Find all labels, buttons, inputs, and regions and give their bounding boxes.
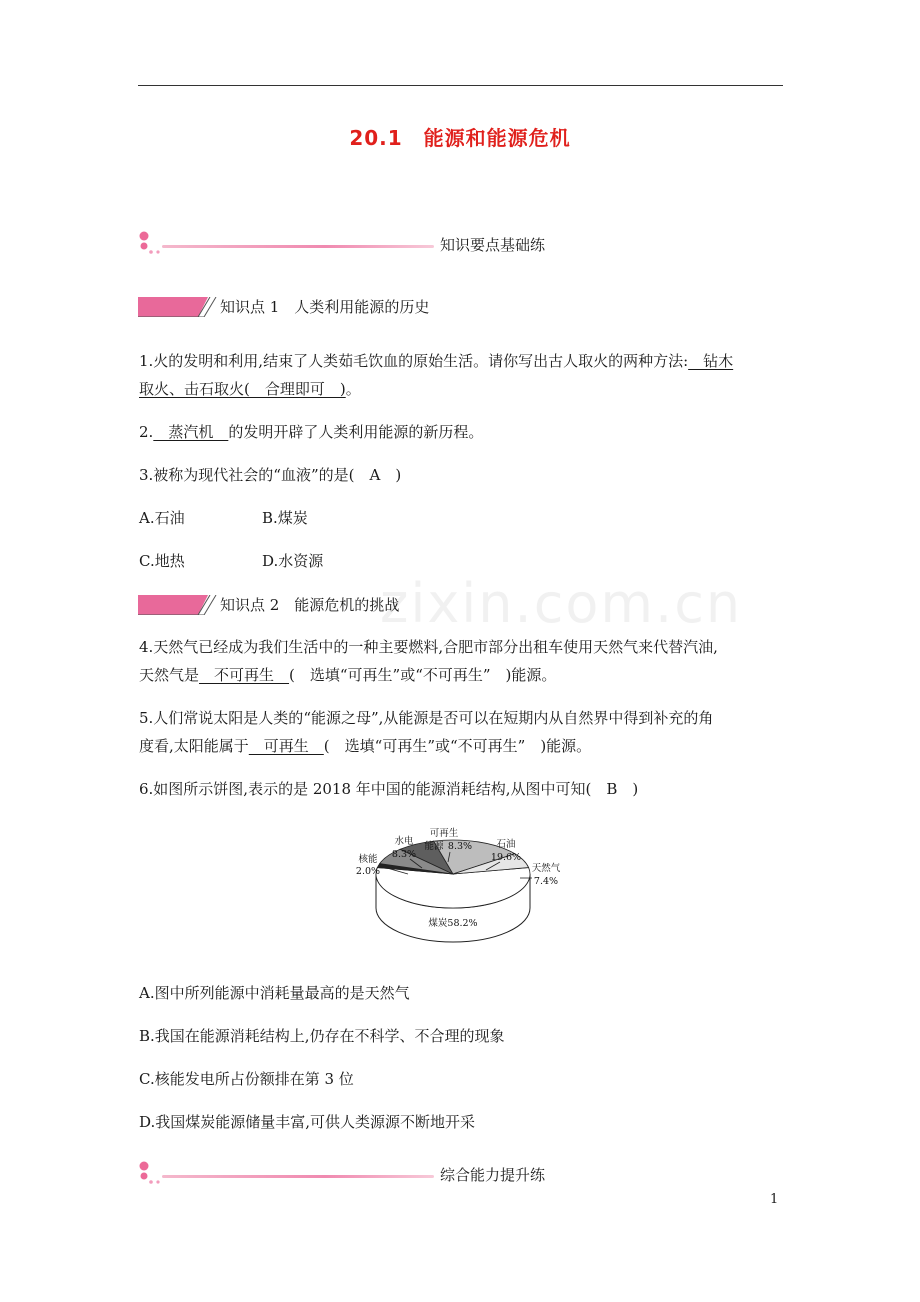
q6-option-a: A.图中所列能源中消耗量最高的是天然气 [139,984,410,1002]
q5-answer: 可再生 [248,737,324,755]
section-label-advanced: 综合能力提升练 [440,1166,546,1184]
q5-suffix: ( 选填“可再生”或“不可再生” )能源。 [323,737,592,755]
q3-option-a: A.石油 [139,509,185,527]
q6-option-b: B.我国在能源消耗结构上,仍存在不科学、不合理的现象 [139,1027,505,1045]
q5-prefix: 度看,太阳能属于 [139,737,249,755]
q4-prefix: 天然气是 [139,666,200,684]
q2-line [139,421,483,443]
q5-line1: 5.人们常说太阳是人类的“能源之母”,从能源是否可以在短期内从自然界中得到补充的角 [139,709,714,727]
section-bar [162,245,434,248]
header-rule [138,85,783,86]
pie-label-oil-name: 石油 [496,839,516,850]
section-header-basic [138,230,546,260]
pie-label-oil-value: 19.6% [490,852,522,863]
q4-answer: 不可再生 [199,666,290,684]
pie-label-gas-name: 天然气 [531,863,561,874]
pie-label-hydro-name: 水电 [394,836,414,847]
pie-label-nuclear-value: 2.0% [355,866,381,877]
q1-line2 [139,378,361,400]
q1-line1 [139,350,733,372]
q6-option-c: C.核能发电所占份额排在第 3 位 [139,1070,354,1088]
q3-option-d: D.水资源 [262,552,324,570]
pie-label-renew-value: 8.3% [447,841,473,852]
section-bar [162,1175,434,1178]
pie-label-renew-name-2: 能源 [424,841,444,852]
section-label-basic: 知识要点基础练 [440,236,546,254]
q4-line1: 4.天然气已经成为我们生活中的一种主要燃料,合肥市部分出租车使用天然气来代替汽油, [139,638,718,656]
pie-label-coal: 煤炭58.2% [428,918,478,929]
q1-stem: 1.火的发明和利用,结束了人类茹毛饮血的原始生活。请你写出古人取火的两种方法: [139,352,689,370]
q6-option-d: D.我国煤炭能源储量丰富,可供人类源源不断地开采 [139,1113,476,1131]
section-header-advanced [138,1160,546,1190]
q5-line2 [139,735,591,757]
kp2-label: 知识点 2 能源危机的挑战 [220,596,400,614]
knowledge-point-1 [138,296,638,318]
q2-answer: 蒸汽机 [153,423,229,441]
q6-stem: 6.如图所示饼图,表示的是 2018 年中国的能源消耗结构,从图中可知( B ) [139,780,639,798]
kp-tag-icon [138,595,218,615]
q3-stem: 3.被称为现代社会的“血液”的是( A ) [139,466,402,484]
q4-suffix: ( 选填“可再生”或“不可再生” )能源。 [289,666,557,684]
kp1-label: 知识点 1 人类利用能源的历史 [220,298,430,316]
q1-end: 。 [345,380,361,398]
q1-answer-part1: 钻木 [688,352,734,370]
q2-prefix: 2. [139,423,154,441]
pie-label-hydro-value: 8.3% [391,849,417,860]
watermark: zixin.com.cn [380,572,743,635]
pie-label-gas-value: 7.4% [533,876,559,887]
q3-option-c: C.地热 [139,552,185,570]
knowledge-point-2 [138,594,638,616]
energy-pie-chart [350,822,570,970]
q1-answer-part2: 取火、击石取火( 合理即可 ) [139,380,346,398]
kp-tag-icon [138,297,218,317]
page-number: 1 [770,1192,779,1207]
pie-label-nuclear-name: 核能 [358,854,378,865]
q2-suffix: 的发明开辟了人类利用能源的新历程。 [228,423,484,441]
page-title: 20.1 能源和能源危机 [349,126,571,150]
q3-option-b: B.煤炭 [262,509,308,527]
pie-label-renew-name-1: 可再生 [429,828,459,839]
q4-line2 [139,664,556,686]
